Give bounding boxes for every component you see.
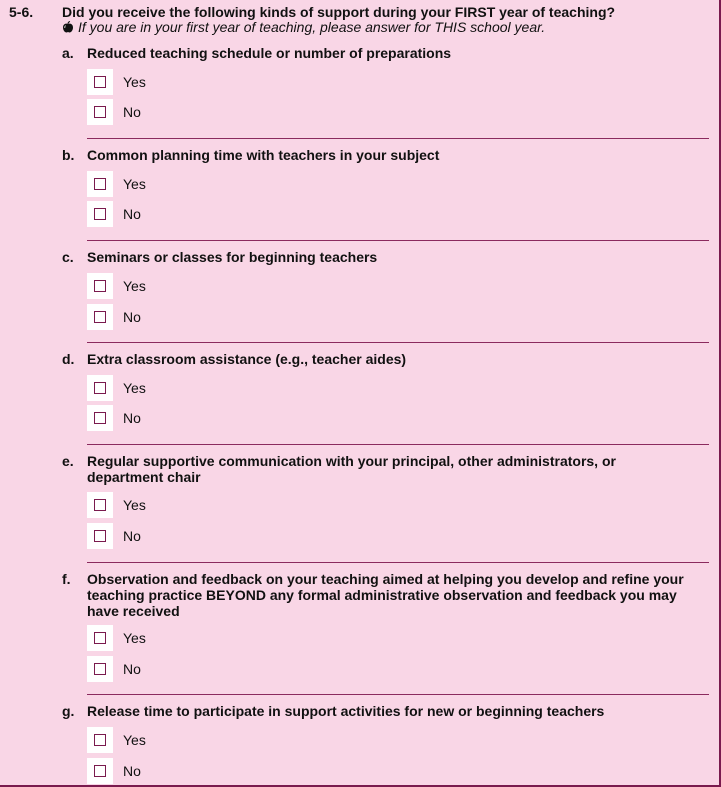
- item-letter: d.: [62, 351, 75, 367]
- item-letter: b.: [62, 147, 75, 163]
- question-number: 5-6.: [9, 4, 34, 20]
- item-b-no-option[interactable]: [87, 201, 141, 227]
- item-e-yes-option[interactable]: [87, 492, 146, 518]
- divider: [87, 138, 709, 139]
- item-label: Seminars or classes for beginning teachers: [87, 249, 378, 265]
- item-b-yes-checkbox[interactable]: [94, 178, 106, 190]
- checkbox-cell: [87, 405, 113, 431]
- yes-label: Yes: [123, 380, 146, 396]
- yes-label: Yes: [123, 732, 146, 748]
- item-e-yes-checkbox[interactable]: [94, 499, 106, 511]
- yes-label: Yes: [123, 176, 146, 192]
- item-g-no-option[interactable]: [87, 758, 141, 784]
- item-letter: c.: [62, 249, 74, 265]
- item-c-yes-option[interactable]: [87, 273, 146, 299]
- item-c-yes-checkbox[interactable]: [94, 280, 106, 292]
- item-d-no-checkbox[interactable]: [94, 412, 106, 424]
- item-a-yes-checkbox[interactable]: [94, 76, 106, 88]
- yes-label: Yes: [123, 74, 146, 90]
- no-label: No: [123, 528, 141, 544]
- item-d-no-option[interactable]: [87, 405, 141, 431]
- checkbox-cell: [87, 273, 113, 299]
- item-label: Common planning time with teachers in your subject: [87, 147, 440, 163]
- yes-label: Yes: [123, 497, 146, 513]
- checkbox-cell: [87, 758, 113, 784]
- checkbox-cell: [87, 69, 113, 95]
- item-c-no-option[interactable]: [87, 304, 141, 330]
- item-a-no-checkbox[interactable]: [94, 106, 106, 118]
- item-letter: f.: [62, 571, 71, 587]
- item-d-yes-option[interactable]: [87, 375, 146, 401]
- checkbox-cell: [87, 304, 113, 330]
- no-label: No: [123, 104, 141, 120]
- item-d-yes-checkbox[interactable]: [94, 382, 106, 394]
- item-c-no-checkbox[interactable]: [94, 311, 106, 323]
- item-f-yes-checkbox[interactable]: [94, 632, 106, 644]
- item-a-no-option[interactable]: [87, 99, 141, 125]
- item-e-no-checkbox[interactable]: [94, 530, 106, 542]
- apple-icon: [62, 21, 74, 33]
- item-label: Release time to participate in support activities for new or beginning teachers: [87, 703, 605, 719]
- divider: [87, 444, 709, 445]
- checkbox-cell: [87, 492, 113, 518]
- instruction-text: If you are in your first year of teaching, please answer for THIS school year.: [78, 19, 546, 35]
- checkbox-cell: [87, 625, 113, 651]
- item-letter: g.: [62, 703, 75, 719]
- checkbox-cell: [87, 523, 113, 549]
- no-label: No: [123, 763, 141, 779]
- item-a-yes-option[interactable]: [87, 69, 146, 95]
- checkbox-cell: [87, 201, 113, 227]
- checkbox-cell: [87, 727, 113, 753]
- item-f-no-checkbox[interactable]: [94, 663, 106, 675]
- item-g-no-checkbox[interactable]: [94, 765, 106, 777]
- no-label: No: [123, 410, 141, 426]
- question-text: Did you receive the following kinds of support during your FIRST year of teaching?: [62, 4, 616, 20]
- item-b-no-checkbox[interactable]: [94, 208, 106, 220]
- item-letter: e.: [62, 453, 74, 469]
- item-letter: a.: [62, 45, 74, 61]
- yes-label: Yes: [123, 278, 146, 294]
- item-label: Reduced teaching schedule or number of preparations: [87, 45, 452, 61]
- question-instruction: [62, 19, 545, 35]
- item-g-yes-checkbox[interactable]: [94, 734, 106, 746]
- divider: [87, 694, 709, 695]
- divider: [87, 342, 709, 343]
- yes-label: Yes: [123, 630, 146, 646]
- divider: [87, 240, 709, 241]
- checkbox-cell: [87, 99, 113, 125]
- item-label: Regular supportive communication with your principal, other administrators, or department chair: [87, 453, 616, 485]
- item-label: Extra classroom assistance (e.g., teacher aides): [87, 351, 407, 367]
- item-f-no-option[interactable]: [87, 656, 141, 682]
- no-label: No: [123, 661, 141, 677]
- item-g-yes-option[interactable]: [87, 727, 146, 753]
- checkbox-cell: [87, 375, 113, 401]
- item-b-yes-option[interactable]: [87, 171, 146, 197]
- checkbox-cell: [87, 656, 113, 682]
- no-label: No: [123, 309, 141, 325]
- divider: [87, 562, 709, 563]
- item-e-no-option[interactable]: [87, 523, 141, 549]
- item-label: Observation and feedback on your teaching aimed at helping you develop and refine your teaching practice BEYOND any formal administrative observation and feedback you may have received: [87, 571, 684, 619]
- no-label: No: [123, 206, 141, 222]
- item-f-yes-option[interactable]: [87, 625, 146, 651]
- checkbox-cell: [87, 171, 113, 197]
